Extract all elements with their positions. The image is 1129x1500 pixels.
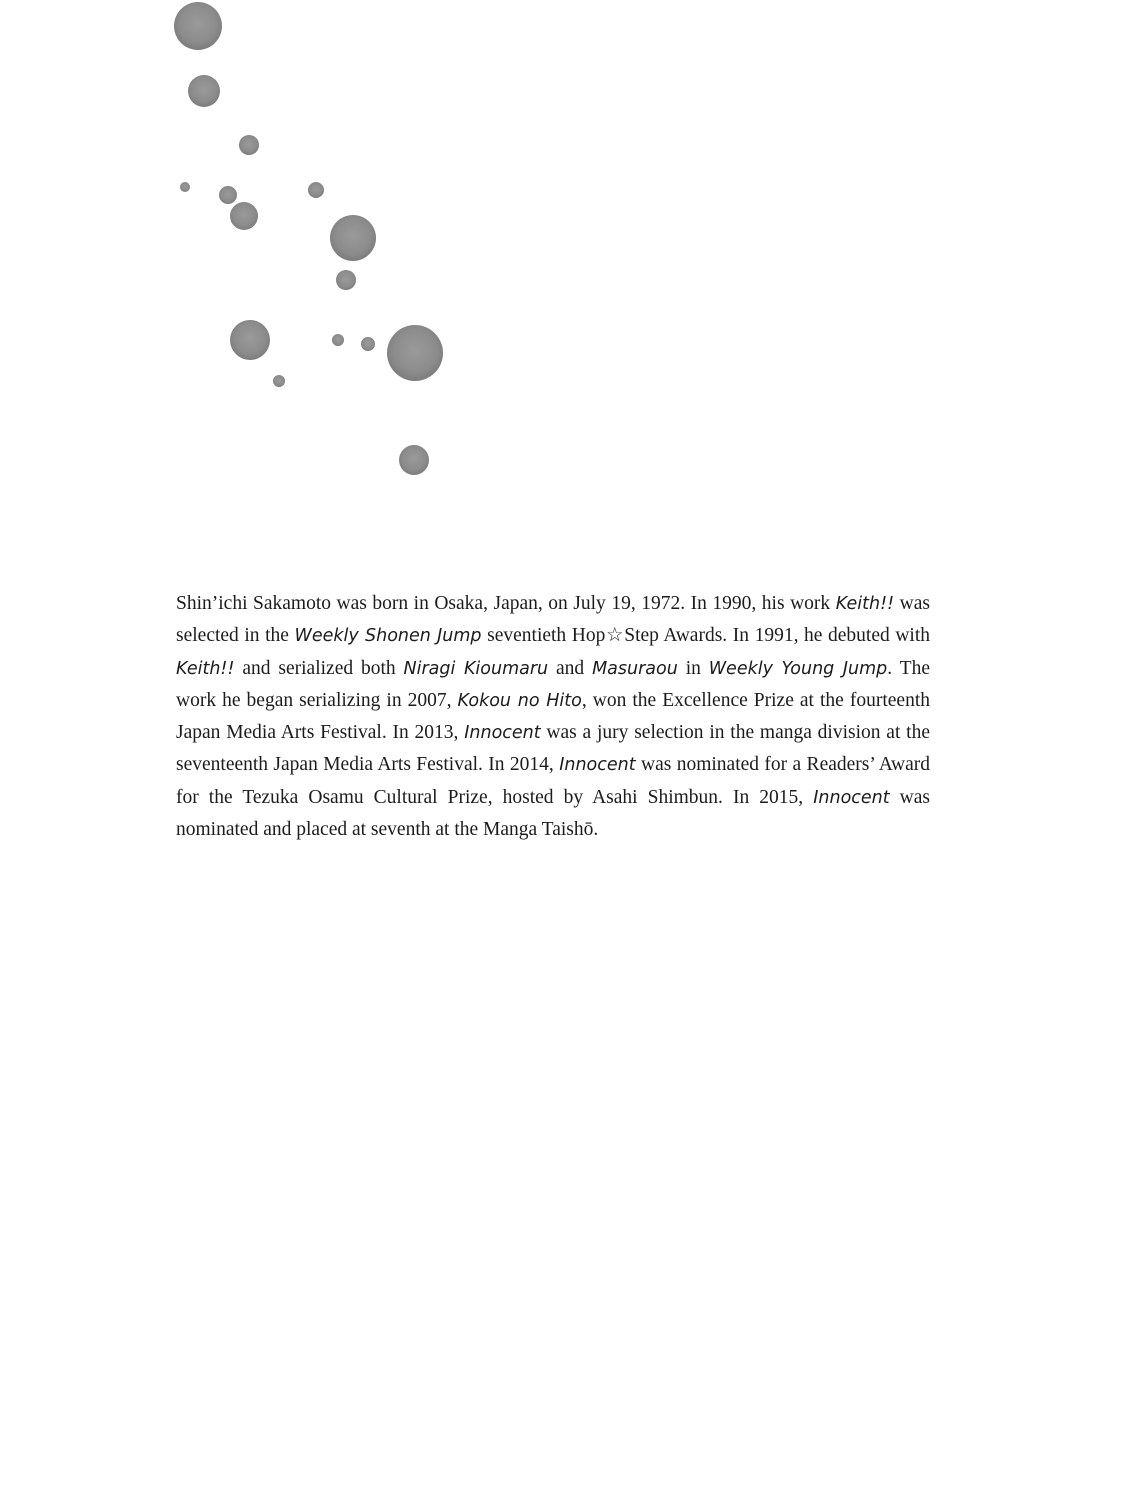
bio-title-weekly-shonen-jump: Weekly Shonen Jump [294,626,482,647]
ink-dot [399,445,429,475]
bio-text: and [548,657,593,679]
bio-title-niragi-kioumaru: Niragi Kioumaru [403,658,549,679]
bio-title-innocent: Innocent [464,723,541,744]
bio-title-weekly-young-jump: Weekly Young Jump [708,658,888,679]
ink-dot [174,2,222,50]
bio-text: , won the Excellence Prize at the fourteenth Japan Media Arts Festival. In 2013, [176,689,930,744]
ink-dot [361,337,375,351]
ink-dot [308,182,324,198]
bio-text: was a jury selection in the manga division at the seventeenth Japan Media Arts Festival. In 2014, [176,722,930,776]
ink-dot [239,135,259,155]
bio-text: was nominated for a Readers’ Award for the Tezuka Osamu Cultural Prize, hosted by Asahi Shimbun. In 2015, [176,754,930,808]
bio-text: in [677,657,709,679]
bio-title-keith: Keith!! [835,594,895,614]
ink-dot [336,270,356,290]
bio-title-masuraou: Masuraou [592,658,678,679]
ink-dot [330,215,376,261]
ink-dot [219,186,237,204]
bio-text: . The work he began serializing in 2007, [176,657,930,711]
bio-text: Shin’ichi Sakamoto was born in Osaka, Japan, on July 19, 1972. In 1990, his work [176,593,836,614]
ink-dot [188,75,220,107]
bio-text: was nominated and placed at seventh at the Manga Taishō. [176,786,931,841]
bio-title-innocent: Innocent [559,755,636,776]
bio-title-keith: Keith!! [176,658,235,679]
ink-dot [332,334,344,346]
bio-text: seventieth Hop☆Step Awards. In 1991, he debuted with [481,625,930,647]
bio-title-kokou-no-hito: Kokou no Hito [457,690,582,711]
bio-title-innocent: Innocent [813,787,890,808]
author-biography [176,588,930,845]
bio-text: was selected in the [176,593,931,647]
ink-dot [387,325,443,381]
ink-splatter-decoration [0,0,1129,520]
ink-dot [180,182,190,192]
ink-dot [230,320,270,360]
ink-dot [230,202,258,230]
ink-dot [273,375,285,387]
bio-text: and serialized both [234,657,404,679]
